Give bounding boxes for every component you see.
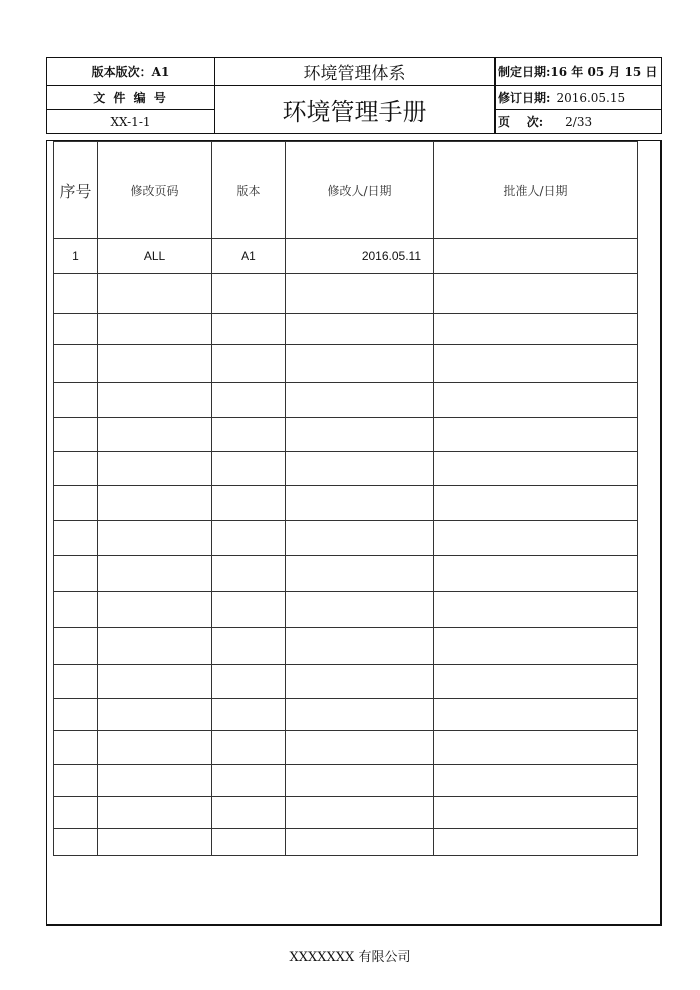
empty-cell [434, 274, 638, 314]
empty-cell [212, 486, 286, 521]
made-date: 制定日期:16 年 05 月 15 日 [498, 65, 658, 79]
empty-cell [286, 452, 434, 486]
empty-cell [54, 418, 98, 452]
table-row-empty [54, 314, 638, 345]
cell-pages: ALL [98, 239, 212, 274]
empty-cell [434, 628, 638, 665]
empty-cell [286, 731, 434, 765]
empty-cell [54, 452, 98, 486]
empty-cell [286, 314, 434, 345]
cell-approver-date [434, 239, 638, 274]
empty-cell [212, 665, 286, 699]
empty-cell [286, 521, 434, 556]
empty-cell [286, 665, 434, 699]
empty-cell [54, 274, 98, 314]
empty-cell [434, 665, 638, 699]
empty-cell [212, 452, 286, 486]
empty-cell [286, 628, 434, 665]
document-header [46, 57, 662, 134]
table-row-empty [54, 592, 638, 628]
empty-cell [98, 556, 212, 592]
table-row [54, 239, 638, 274]
empty-cell [98, 665, 212, 699]
table-row-empty [54, 829, 638, 856]
empty-cell [54, 556, 98, 592]
empty-cell [212, 274, 286, 314]
empty-cell [212, 521, 286, 556]
empty-cell [98, 765, 212, 797]
page-row [498, 110, 661, 133]
empty-cell [98, 829, 212, 856]
empty-cell [286, 486, 434, 521]
doc-number: XX-1-1 [110, 114, 151, 129]
cell-modifier-date: 2016.05.11 [286, 239, 434, 274]
empty-cell [212, 345, 286, 383]
empty-cell [434, 383, 638, 418]
empty-cell [54, 521, 98, 556]
empty-cell [286, 345, 434, 383]
header-seq: 序号 [54, 142, 98, 239]
empty-cell [98, 628, 212, 665]
empty-cell [286, 765, 434, 797]
revision-table [53, 141, 638, 856]
empty-cell [54, 383, 98, 418]
empty-cell [286, 829, 434, 856]
version-label: 版本版次：A1 [91, 65, 170, 79]
empty-cell [286, 556, 434, 592]
table-row-empty [54, 383, 638, 418]
empty-cell [286, 592, 434, 628]
empty-cell [212, 829, 286, 856]
table-row-empty [54, 521, 638, 556]
empty-cell [54, 486, 98, 521]
header-modifier: 修改人/日期 [286, 142, 434, 239]
table-row-empty [54, 699, 638, 731]
table-row-empty [54, 665, 638, 699]
page-number: 2/33 [565, 114, 593, 129]
empty-cell [98, 486, 212, 521]
header-divider [494, 58, 496, 133]
empty-cell [212, 628, 286, 665]
empty-cell [434, 314, 638, 345]
empty-cell [98, 699, 212, 731]
empty-cell [212, 556, 286, 592]
page-label: 页 次: [498, 115, 544, 129]
table-row-empty [54, 486, 638, 521]
empty-cell [98, 314, 212, 345]
cell-seq: 1 [54, 239, 98, 274]
company-footer: XXXXXXX 有限公司 [289, 950, 411, 965]
header-version: 版本 [212, 142, 286, 239]
empty-cell [212, 592, 286, 628]
table-row-empty [54, 797, 638, 829]
empty-cell [434, 829, 638, 856]
table-header-row [54, 142, 638, 239]
empty-cell [286, 418, 434, 452]
table-row-empty [54, 556, 638, 592]
empty-cell [54, 699, 98, 731]
table-row-empty [54, 345, 638, 383]
empty-cell [434, 345, 638, 383]
empty-cell [286, 274, 434, 314]
table-row-empty [54, 628, 638, 665]
header-approver: 批准人/日期 [434, 142, 638, 239]
empty-cell [54, 592, 98, 628]
empty-cell [212, 314, 286, 345]
empty-cell [286, 383, 434, 418]
empty-cell [54, 345, 98, 383]
empty-cell [54, 829, 98, 856]
empty-cell [98, 731, 212, 765]
empty-cell [434, 418, 638, 452]
empty-cell [212, 731, 286, 765]
doc-number-label: 文 件 编 号 [93, 91, 168, 105]
empty-cell [98, 274, 212, 314]
empty-cell [434, 592, 638, 628]
empty-cell [54, 731, 98, 765]
empty-cell [286, 699, 434, 731]
empty-cell [54, 797, 98, 829]
system-title: 环境管理体系 [303, 64, 406, 84]
empty-cell [212, 797, 286, 829]
empty-cell [434, 731, 638, 765]
header-pages: 修改页码 [98, 142, 212, 239]
empty-cell [54, 665, 98, 699]
empty-cell [54, 628, 98, 665]
empty-cell [434, 797, 638, 829]
table-row-empty [54, 452, 638, 486]
empty-cell [98, 383, 212, 418]
empty-cell [212, 699, 286, 731]
empty-cell [212, 418, 286, 452]
empty-cell [212, 383, 286, 418]
empty-cell [434, 521, 638, 556]
empty-cell [286, 797, 434, 829]
cell-version: A1 [212, 239, 286, 274]
empty-cell [98, 797, 212, 829]
empty-cell [98, 418, 212, 452]
empty-cell [212, 765, 286, 797]
empty-cell [434, 486, 638, 521]
empty-cell [54, 765, 98, 797]
revised-date-label: 修订日期: [498, 91, 551, 105]
empty-cell [98, 521, 212, 556]
empty-cell [98, 452, 212, 486]
revised-date: 2016.05.15 [556, 90, 626, 105]
empty-cell [434, 556, 638, 592]
empty-cell [434, 699, 638, 731]
table-row-empty [54, 731, 638, 765]
table-row-empty [54, 418, 638, 452]
revised-date-row [498, 86, 661, 109]
manual-title: 环境管理手册 [282, 98, 427, 126]
table-row-empty [54, 765, 638, 797]
table-row-empty [54, 274, 638, 314]
empty-cell [98, 345, 212, 383]
empty-cell [54, 314, 98, 345]
empty-cell [434, 765, 638, 797]
empty-cell [98, 592, 212, 628]
empty-cell [434, 452, 638, 486]
